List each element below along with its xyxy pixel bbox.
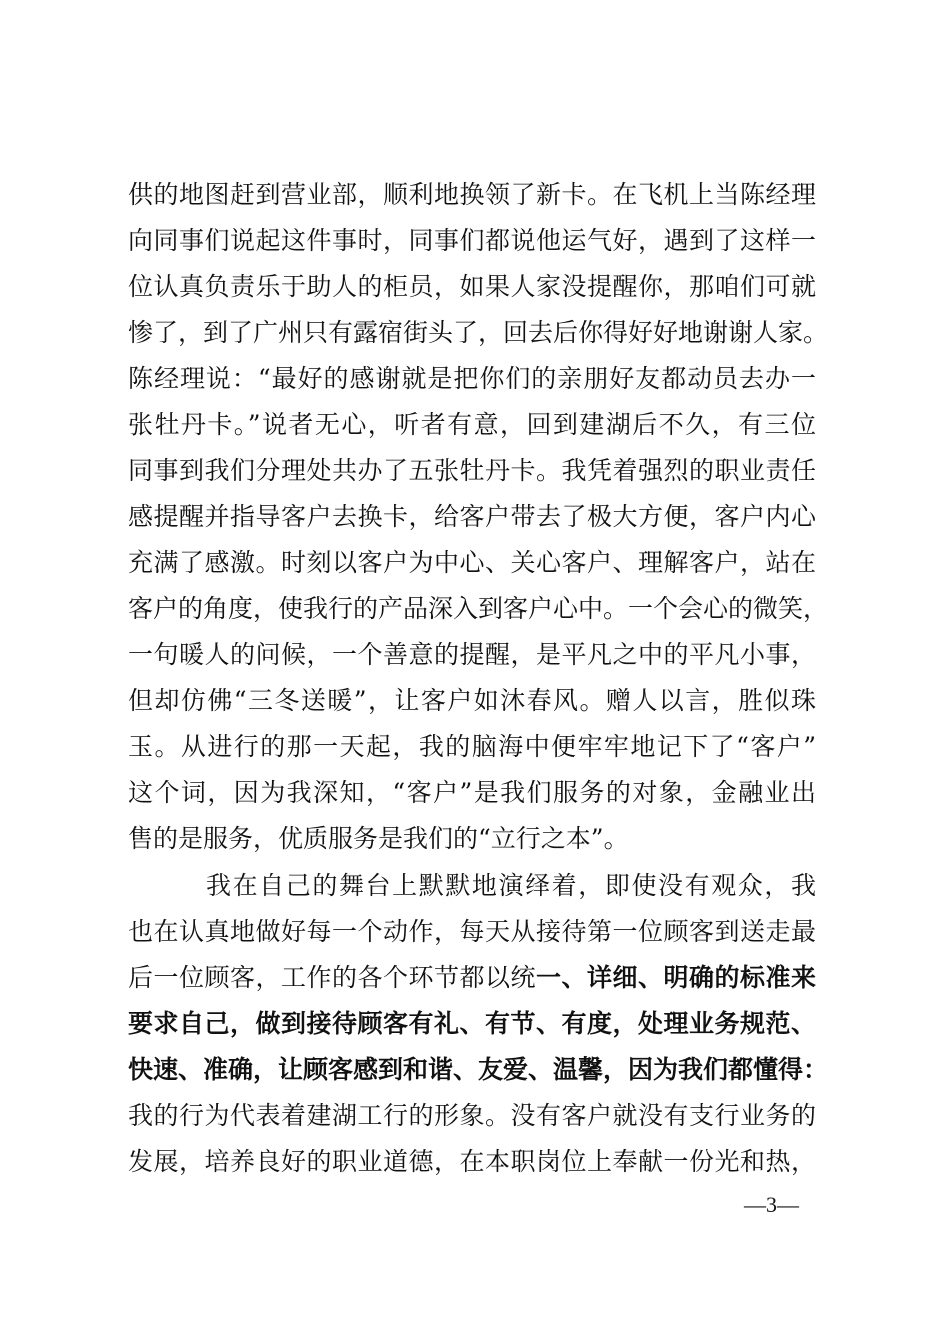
text-line bbox=[128, 268, 816, 314]
text-line bbox=[128, 1143, 816, 1189]
line-text: 但却仿佛“三冬送暖”，让客户如沐春风。赠人以言，胜似珠 bbox=[128, 686, 816, 715]
line-text: 惨了，到了广州只有露宿街头了，回去后你得好好地谢谢人家。 bbox=[128, 318, 829, 347]
line-text: 充满了感激。时刻以客户为中心、关心客户、理解客户，站在 bbox=[128, 548, 816, 577]
line-text: 也在认真地做好每一个动作，每天从接待第一位顾客到送走最 bbox=[128, 917, 816, 946]
line-text: 这个词，因为我深知，“客户”是我们服务的对象，金融业出 bbox=[128, 778, 816, 807]
line-text: 客户的角度，使我行的产品深入到客户心中。一个会心的微笑， bbox=[128, 594, 829, 623]
text-line bbox=[128, 222, 816, 268]
line-text: 一句暖人的问候，一个善意的提醒，是平凡之中的平凡小事， bbox=[128, 640, 816, 669]
paragraph-2 bbox=[128, 867, 829, 1189]
text-line bbox=[128, 544, 816, 590]
text-line bbox=[128, 360, 816, 406]
text-line bbox=[128, 636, 816, 682]
text-line bbox=[128, 774, 816, 820]
text-line bbox=[128, 682, 816, 728]
line-text: 陈经理说：“最好的感谢就是把你们的亲朋好友都动员去办一 bbox=[128, 364, 816, 393]
line-text: 售的是服务，优质服务是我们的“立行之本”。 bbox=[128, 824, 629, 853]
text-line bbox=[128, 867, 816, 913]
bold-text: 要求自己，做到接待顾客有礼、有节、有度，处理业务规范、 bbox=[128, 1009, 816, 1038]
text-line bbox=[128, 913, 816, 959]
document-body bbox=[128, 176, 829, 1189]
line-text: 感提醒并指导客户去换卡，给客户带去了极大方便，客户内心 bbox=[128, 502, 816, 531]
line-text: 玉。从进行的那一天起，我的脑海中便牢牢地记下了“客户” bbox=[128, 732, 816, 761]
line-text: 我在自己的舞台上默默地演绎着，即使没有观众，我 bbox=[206, 871, 816, 900]
text-line bbox=[128, 590, 829, 636]
paragraph-1 bbox=[128, 176, 829, 866]
text-line bbox=[128, 498, 816, 544]
text-line bbox=[128, 1005, 816, 1051]
line-text: 向同事们说起这件事时，同事们都说他运气好，遇到了这样一 bbox=[128, 226, 816, 255]
text-line bbox=[128, 820, 816, 866]
text-line bbox=[128, 314, 829, 360]
text-line bbox=[128, 406, 816, 452]
text-line bbox=[128, 452, 816, 498]
bold-text: 一、详细、明确的标准来 bbox=[535, 963, 816, 992]
line-text: 后一位顾客，工作的各个环节都以统 bbox=[128, 963, 536, 992]
line-text: 张牡丹卡。”说者无心，听者有意，回到建湖后不久，有三位 bbox=[128, 410, 816, 439]
line-text: 发展，培养良好的职业道德，在本职岗位上奉献一份光和热， bbox=[128, 1147, 816, 1176]
text-line bbox=[128, 959, 816, 1005]
line-text: 同事到我们分理处共办了五张牡丹卡。我凭着强烈的职业责任 bbox=[128, 456, 816, 485]
text-line bbox=[128, 176, 816, 222]
text-line bbox=[128, 728, 816, 774]
line-text: 供的地图赶到营业部，顺利地换领了新卡。在飞机上当陈经理 bbox=[128, 180, 816, 209]
text-line bbox=[128, 1097, 816, 1143]
line-text: 位认真负责乐于助人的柜员，如果人家没提醒你，那咱们可就 bbox=[128, 272, 816, 301]
line-text: 我的行为代表着建湖工行的形象。没有客户就没有支行业务的 bbox=[128, 1101, 816, 1130]
bold-text: 快速、准确，让顾客感到和谐、友爱、温馨，因为我们都懂得： bbox=[128, 1055, 829, 1084]
page-number: —3— bbox=[744, 1192, 799, 1217]
text-line bbox=[128, 1051, 829, 1097]
